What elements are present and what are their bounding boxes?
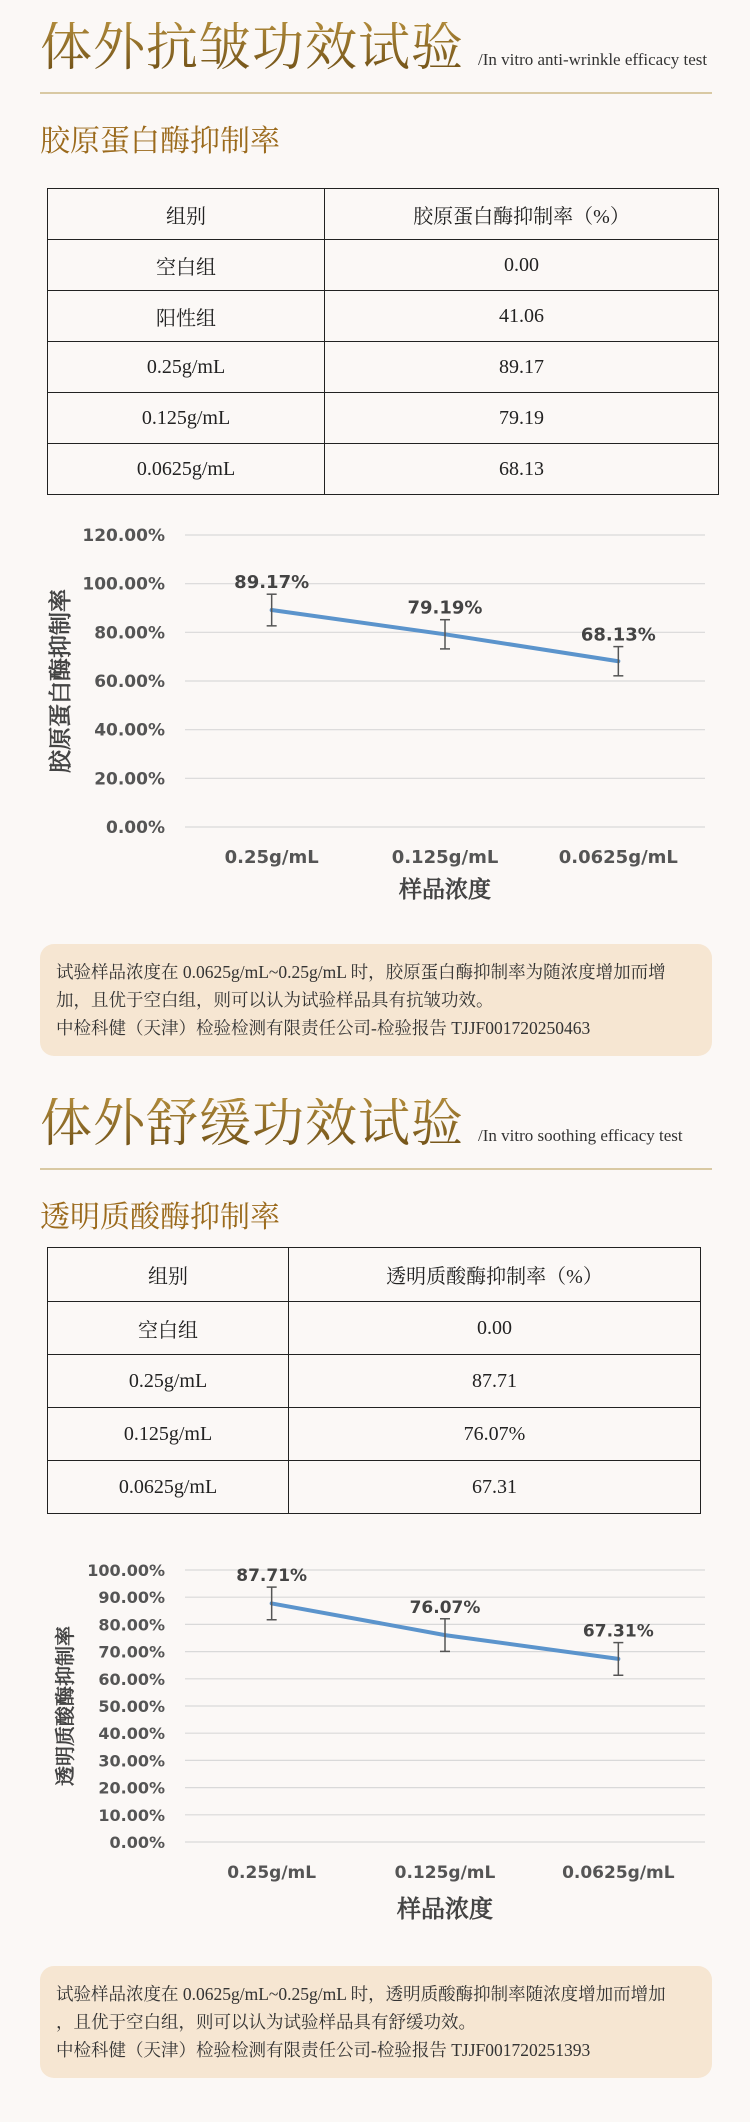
- table-cell: 空白组: [48, 1302, 289, 1355]
- table-header-row: [48, 189, 719, 240]
- chart-hyaluronidase: [0, 1540, 750, 1940]
- y-tick-label: 20.00%: [98, 1778, 165, 1798]
- table-cell: 79.19: [325, 393, 719, 444]
- table-cell: 0.00: [289, 1302, 701, 1355]
- table-cell: 41.06: [325, 291, 719, 342]
- y-tick-label: 30.00%: [98, 1751, 165, 1771]
- y-tick-label: 100.00%: [82, 574, 165, 595]
- section2-subtitle: 透明质酸酶抑制率: [40, 1200, 280, 1235]
- y-tick-label: 80.00%: [98, 1615, 165, 1635]
- table-row: [48, 1461, 701, 1514]
- data-label: 89.17%: [234, 572, 310, 594]
- table-cell: 0.25g/mL: [48, 1355, 289, 1408]
- table-cell: 0.125g/mL: [48, 1408, 289, 1461]
- note-line: 加，且优于空白组，则可以认为试验样品具有抗皱功效。: [56, 990, 494, 1010]
- table-cell: 0.0625g/mL: [48, 1461, 289, 1514]
- x-axis-title: 样品浓度: [397, 1895, 493, 1923]
- table-row: [48, 393, 719, 444]
- table-cell: 0.25g/mL: [48, 342, 325, 393]
- note-line: 中检科健（天津）检验检测有限责任公司-检验报告 TJJF001720251393: [56, 2040, 591, 2060]
- table-cell: 89.17: [325, 342, 719, 393]
- y-tick-label: 20.00%: [94, 769, 165, 790]
- data-label: 87.71%: [236, 1566, 308, 1587]
- note-line: 试验样品浓度在 0.0625g/mL~0.25g/mL 时，透明质酸酶抑制率随浓度增加而增加: [56, 1984, 666, 2004]
- x-tick-label: 0.25g/mL: [227, 1863, 317, 1883]
- table-header-cell: 胶原蛋白酶抑制率（%）: [325, 189, 719, 240]
- x-tick-label: 0.0625g/mL: [558, 847, 678, 868]
- section2-table: [47, 1247, 701, 1514]
- table-cell: 空白组: [48, 240, 325, 291]
- table-row: [48, 291, 719, 342]
- x-axis-title: 样品浓度: [399, 877, 491, 903]
- data-label: 67.31%: [582, 1621, 654, 1642]
- data-label: 79.19%: [407, 597, 483, 619]
- table-row: [48, 1355, 701, 1408]
- table-cell: 阳性组: [48, 291, 325, 342]
- table-cell: 76.07%: [289, 1408, 701, 1461]
- table-cell: 68.13: [325, 444, 719, 495]
- y-tick-label: 50.00%: [98, 1697, 165, 1716]
- table-cell: 0.00: [325, 240, 719, 291]
- y-tick-label: 120.00%: [82, 526, 165, 546]
- chart-collagenase: [0, 510, 750, 920]
- note-line: 试验样品浓度在 0.0625g/mL~0.25g/mL 时，胶原蛋白酶抑制率为随浓度增加而增: [56, 962, 666, 982]
- data-label: 76.07%: [409, 1597, 481, 1618]
- table-header-cell: 透明质酸酶抑制率（%）: [289, 1248, 701, 1302]
- section1-divider: [40, 92, 712, 94]
- y-axis-title: 透明质酸酶抑制率: [53, 1626, 77, 1786]
- y-tick-label: 0.00%: [106, 818, 165, 838]
- section2-note: [40, 1966, 712, 2078]
- y-tick-label: 0.00%: [109, 1833, 165, 1852]
- note-line: ，且优于空白组，则可以认为试验样品具有舒缓功效。: [56, 2012, 476, 2032]
- x-tick-label: 0.125g/mL: [391, 847, 499, 868]
- note-line: 中检科健（天津）检验检测有限责任公司-检验报告 TJJF001720250463: [56, 1018, 591, 1038]
- y-tick-label: 40.00%: [94, 720, 165, 741]
- x-tick-label: 0.25g/mL: [224, 847, 319, 868]
- section2-title: 体外舒缓功效试验: [40, 1094, 465, 1154]
- y-tick-label: 80.00%: [94, 623, 165, 644]
- y-tick-label: 70.00%: [98, 1642, 165, 1662]
- table-cell: 0.125g/mL: [48, 393, 325, 444]
- section2-title-en: /In vitro soothing efficacy test: [478, 1126, 683, 1145]
- y-axis-title: 胶原蛋白酶抑制率: [48, 589, 74, 773]
- table-row: [48, 342, 719, 393]
- section1-title-en: /In vitro anti-wrinkle efficacy test: [478, 50, 708, 69]
- section2-divider: [40, 1168, 712, 1170]
- x-tick-label: 0.125g/mL: [394, 1863, 496, 1883]
- y-tick-label: 60.00%: [98, 1669, 165, 1689]
- table-row: [48, 1302, 701, 1355]
- section1-table: [47, 188, 719, 495]
- table-cell: 87.71: [289, 1355, 701, 1408]
- y-tick-label: 10.00%: [98, 1805, 165, 1825]
- section1-note: [40, 944, 712, 1056]
- section2-title-row: [40, 1094, 683, 1154]
- y-tick-label: 100.00%: [87, 1561, 165, 1580]
- x-tick-label: 0.0625g/mL: [562, 1863, 675, 1883]
- table-header-cell: 组别: [48, 189, 325, 240]
- section1-title: 体外抗皱功效试验: [40, 18, 465, 78]
- table-row: [48, 1408, 701, 1461]
- table-header-cell: 组别: [48, 1248, 289, 1302]
- table-cell: 0.0625g/mL: [48, 444, 325, 495]
- table-cell: 67.31: [289, 1461, 701, 1514]
- y-tick-label: 60.00%: [94, 672, 165, 692]
- y-tick-label: 90.00%: [98, 1588, 165, 1608]
- y-tick-label: 40.00%: [98, 1724, 165, 1744]
- data-label: 68.13%: [580, 624, 656, 646]
- section1-title-row: [40, 18, 708, 78]
- table-row: [48, 444, 719, 495]
- table-header-row: [48, 1248, 701, 1302]
- table-row: [48, 240, 719, 291]
- section1-subtitle: 胶原蛋白酶抑制率: [40, 124, 280, 159]
